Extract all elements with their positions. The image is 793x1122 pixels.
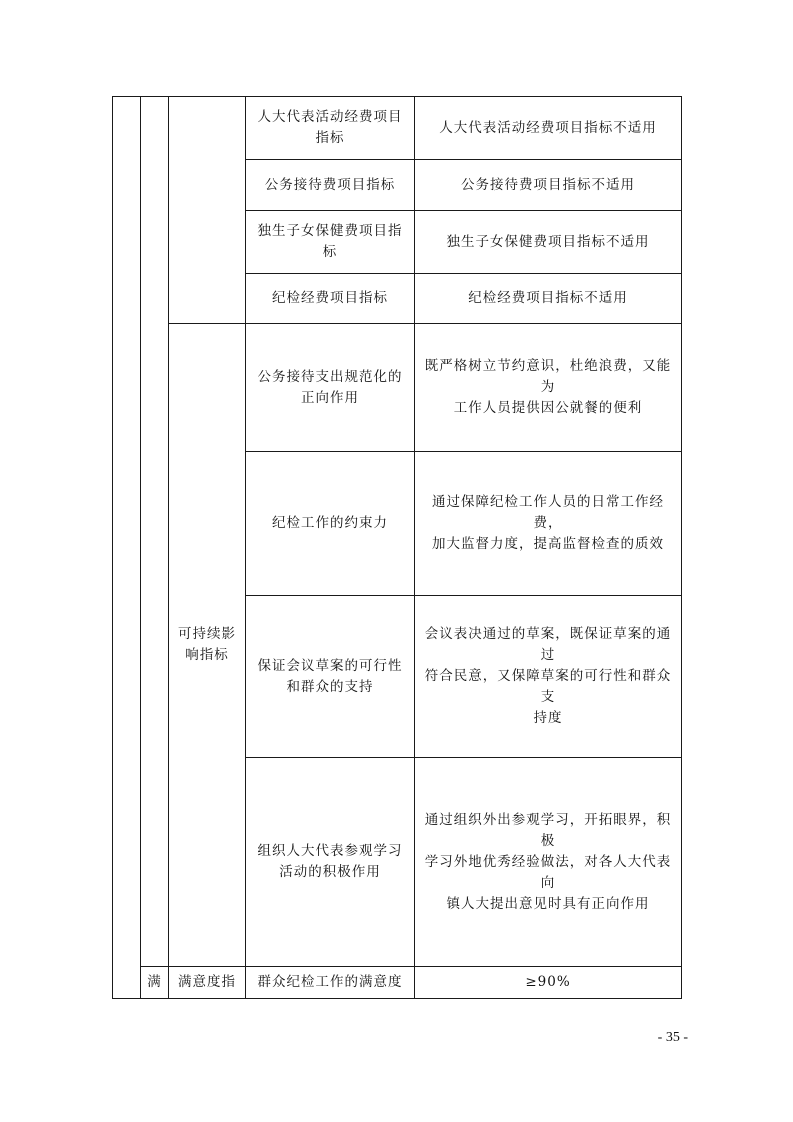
indicator-cell: 独生子女保健费项目指 标 bbox=[257, 223, 403, 260]
value-cell: ≥90% bbox=[525, 974, 571, 990]
indicator-cell: 群众纪检工作的满意度 bbox=[257, 974, 403, 990]
column-line bbox=[140, 96, 141, 999]
value-cell: 通过组织外出参观学习，开拓眼界，积极 学习外地优秀经验做法，对各人大代表向 镇人大提出意见时具有正向作用 bbox=[424, 811, 672, 912]
value-cell: 会议表决通过的草案，既保证草案的通过 符合民意，又保障草案的可行性和群众支 持度 bbox=[424, 626, 672, 726]
page-number: - 35 - bbox=[657, 1030, 688, 1045]
value-cell: 纪检经费项目指标不适用 bbox=[468, 290, 628, 306]
indicator-cell: 保证会议草案的可行性 和群众的支持 bbox=[257, 657, 403, 695]
indicator-cell: 公务接待支出规范化的 正向作用 bbox=[257, 368, 403, 406]
subcategory-sustainable-impact: 可持续影 响指标 bbox=[178, 626, 236, 663]
value-cell: 公务接待费项目指标不适用 bbox=[461, 176, 635, 193]
indicator-cell: 人大代表活动经费项目 指标 bbox=[257, 109, 403, 146]
indicator-cell: 组织人大代表参观学习 活动的积极作用 bbox=[257, 843, 403, 880]
value-cell: 既严格树立节约意识，杜绝浪费，又能为 工作人员提供因公就餐的便利 bbox=[424, 358, 672, 416]
indicator-cell: 公务接待费项目指标 bbox=[264, 176, 396, 193]
column-line bbox=[681, 96, 682, 999]
indicator-cell: 纪检工作的约束力 bbox=[272, 515, 388, 531]
row-line bbox=[112, 998, 682, 999]
column-line bbox=[112, 96, 113, 999]
value-cell: 人大代表活动经费项目指标不适用 bbox=[439, 119, 657, 136]
category-satisfaction-cell: 满 bbox=[147, 974, 162, 990]
value-cell: 独生子女保健费项目指标不适用 bbox=[446, 233, 650, 250]
indicator-cell: 纪检经费项目指标 bbox=[272, 290, 388, 306]
subcategory-satisfaction: 满意度指 bbox=[178, 974, 236, 990]
value-cell: 通过保障纪检工作人员的日常工作经费， 加大监督力度，提高监督检查的质效 bbox=[432, 494, 664, 552]
